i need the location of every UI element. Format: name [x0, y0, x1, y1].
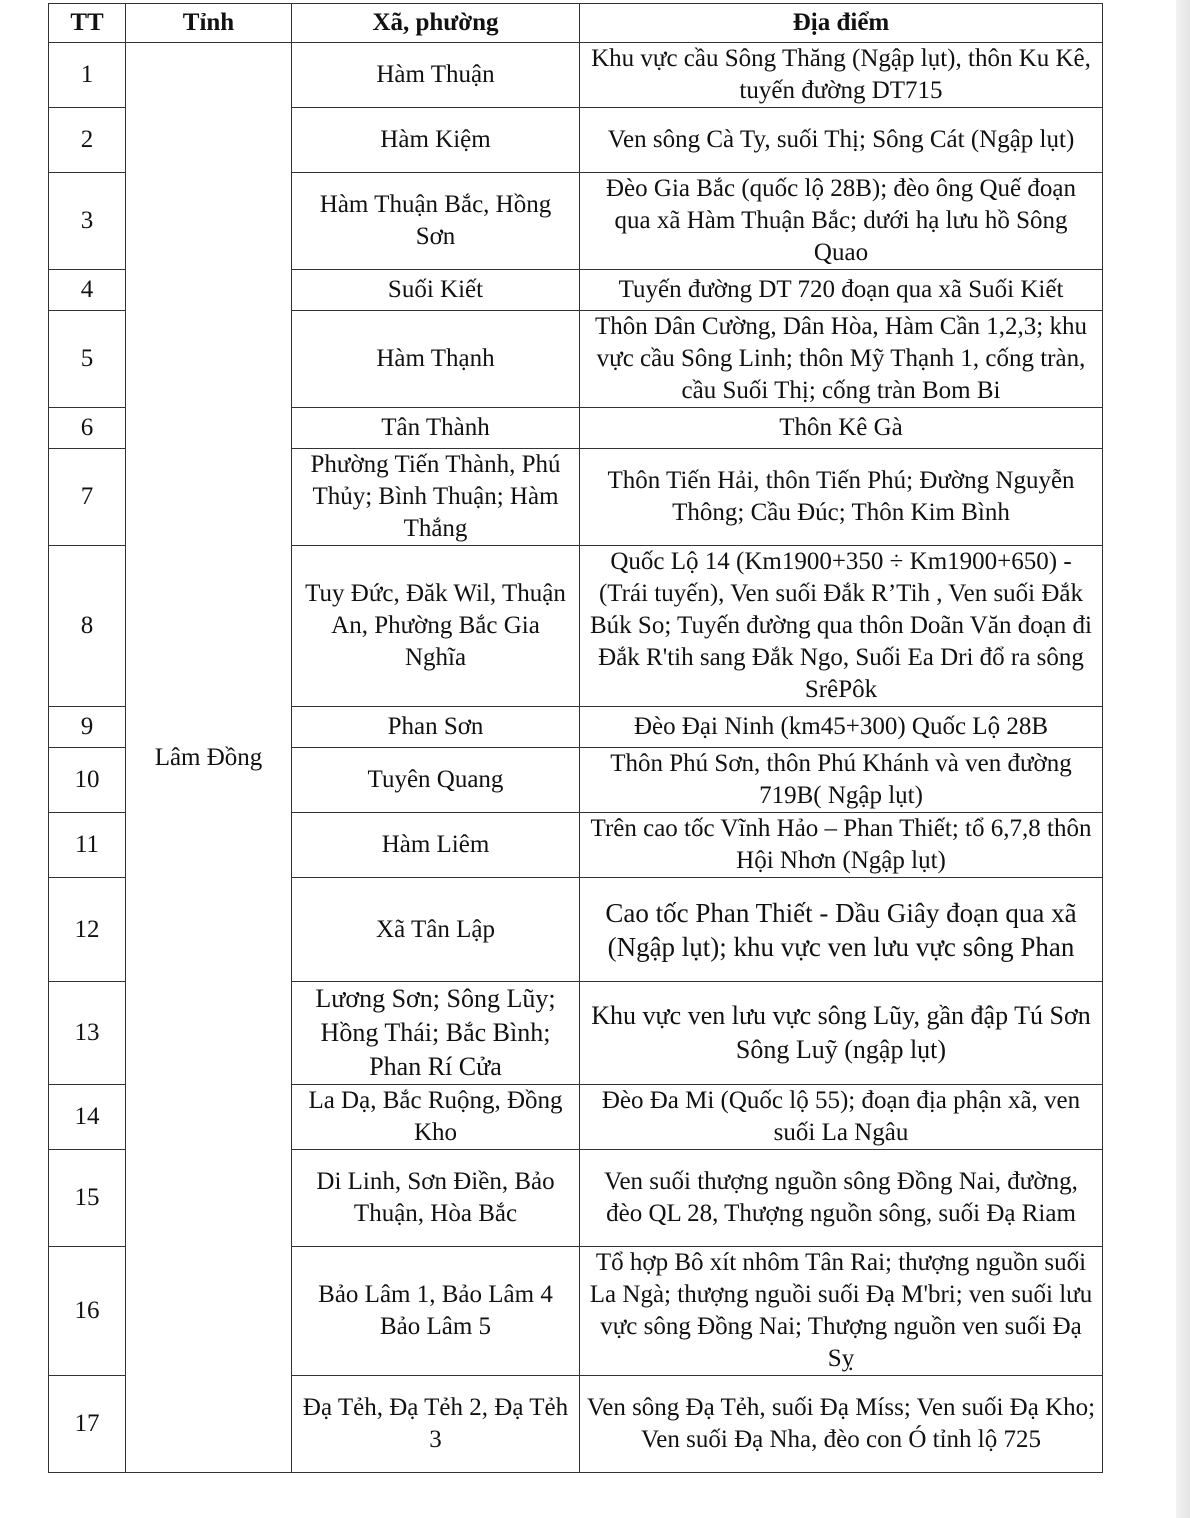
commune-cell: Hàm Kiệm — [292, 108, 580, 173]
row-number: 13 — [49, 982, 126, 1085]
page-edge-shadow — [1176, 0, 1190, 1518]
location-cell: Khu vực cầu Sông Thăng (Ngập lụt), thôn Ku Kê, tuyến đường DT715 — [580, 43, 1103, 108]
commune-cell: Suối Kiết — [292, 270, 580, 311]
row-number: 14 — [49, 1085, 126, 1150]
location-cell: Ven suối thượng nguồn sông Đồng Nai, đường, đèo QL 28, Thượng nguồn sông, suối Đạ Riam — [580, 1150, 1103, 1247]
location-cell: Tổ hợp Bô xít nhôm Tân Rai; thượng nguồn suối La Ngà; thượng nguồi suối Đạ M'bri; ven suối lưu vực sông Đồng Nai; Thượng nguồn ven suối Đạ Sỵ — [580, 1247, 1103, 1376]
hazard-locations-table — [48, 3, 1103, 1473]
commune-cell: Bảo Lâm 1, Bảo Lâm 4 Bảo Lâm 5 — [292, 1247, 580, 1376]
location-cell: Thôn Kê Gà — [580, 408, 1103, 449]
commune-cell: La Dạ, Bắc Ruộng, Đồng Kho — [292, 1085, 580, 1150]
commune-cell: Tuyên Quang — [292, 748, 580, 813]
header-location: Địa điểm — [580, 4, 1103, 43]
row-number: 2 — [49, 108, 126, 173]
location-cell: Ven sông Đạ Tẻh, suối Đạ Míss; Ven suối Đạ Kho; Ven suối Đạ Nha, đèo con Ó tỉnh lộ 725 — [580, 1376, 1103, 1473]
row-number: 5 — [49, 311, 126, 408]
header-tt: TT — [49, 4, 126, 43]
row-number: 10 — [49, 748, 126, 813]
row-number: 1 — [49, 43, 126, 108]
location-cell: Đèo Đa Mi (Quốc lộ 55); đoạn địa phận xã, ven suối La Ngâu — [580, 1085, 1103, 1150]
row-number: 12 — [49, 878, 126, 982]
row-number: 9 — [49, 707, 126, 748]
commune-cell: Hàm Liêm — [292, 813, 580, 878]
commune-cell: Di Linh, Sơn Điền, Bảo Thuận, Hòa Bắc — [292, 1150, 580, 1247]
location-cell: Khu vực ven lưu vực sông Lũy, gần đập Tú Sơn Sông Luỹ (ngập lụt) — [580, 982, 1103, 1085]
row-number: 3 — [49, 173, 126, 270]
location-cell: Đèo Gia Bắc (quốc lộ 28B); đèo ông Quế đoạn qua xã Hàm Thuận Bắc; dưới hạ lưu hồ Sông Quao — [580, 173, 1103, 270]
location-cell: Quốc Lộ 14 (Km1900+350 ÷ Km1900+650) - (Trái tuyến), Ven suối Đắk R’Tih , Ven suối Đắk Búk So; Tuyến đường qua thôn Doãn Văn đoạn đi Đắk R'tih sang Đắk Ngo, Suối Ea Dri đổ ra sông SrêPôk — [580, 546, 1103, 707]
commune-cell: Hàm Thạnh — [292, 311, 580, 408]
row-number: 8 — [49, 546, 126, 707]
row-number: 17 — [49, 1376, 126, 1473]
location-cell: Tuyến đường DT 720 đoạn qua xã Suối Kiết — [580, 270, 1103, 311]
header-province: Tỉnh — [126, 4, 292, 43]
commune-cell: Lương Sơn; Sông Lũy; Hồng Thái; Bắc Bình; Phan Rí Cửa — [292, 982, 580, 1085]
table-row — [49, 43, 1103, 108]
location-cell: Ven sông Cà Ty, suối Thị; Sông Cát (Ngập lụt) — [580, 108, 1103, 173]
row-number: 6 — [49, 408, 126, 449]
province-cell: Lâm Đồng — [126, 43, 292, 1473]
commune-cell: Xã Tân Lập — [292, 878, 580, 982]
row-number: 15 — [49, 1150, 126, 1247]
row-number: 16 — [49, 1247, 126, 1376]
location-cell: Cao tốc Phan Thiết - Dầu Giây đoạn qua xã (Ngập lụt); khu vực ven lưu vực sông Phan — [580, 878, 1103, 982]
commune-cell: Phường Tiến Thành, Phú Thủy; Bình Thuận; Hàm Thắng — [292, 449, 580, 546]
commune-cell: Phan Sơn — [292, 707, 580, 748]
location-cell: Trên cao tốc Vĩnh Hảo – Phan Thiết; tổ 6,7,8 thôn Hội Nhơn (Ngập lụt) — [580, 813, 1103, 878]
row-number: 7 — [49, 449, 126, 546]
header-commune: Xã, phường — [292, 4, 580, 43]
commune-cell: Hàm Thuận Bắc, Hồng Sơn — [292, 173, 580, 270]
location-cell: Thôn Dân Cường, Dân Hòa, Hàm Cần 1,2,3; khu vực cầu Sông Linh; thôn Mỹ Thạnh 1, cống tràn, cầu Suối Thị; cống tràn Bom Bi — [580, 311, 1103, 408]
commune-cell: Tuy Đức, Đăk Wil, Thuận An, Phường Bắc Gia Nghĩa — [292, 546, 580, 707]
commune-cell: Tân Thành — [292, 408, 580, 449]
row-number: 11 — [49, 813, 126, 878]
commune-cell: Đạ Tẻh, Đạ Tẻh 2, Đạ Tẻh 3 — [292, 1376, 580, 1473]
row-number: 4 — [49, 270, 126, 311]
location-cell: Đèo Đại Ninh (km45+300) Quốc Lộ 28B — [580, 707, 1103, 748]
location-cell: Thôn Tiến Hải, thôn Tiến Phú; Đường Nguyễn Thông; Cầu Đúc; Thôn Kim Bình — [580, 449, 1103, 546]
table-header-row — [49, 4, 1103, 43]
location-cell: Thôn Phú Sơn, thôn Phú Khánh và ven đường 719B( Ngập lụt) — [580, 748, 1103, 813]
commune-cell: Hàm Thuận — [292, 43, 580, 108]
